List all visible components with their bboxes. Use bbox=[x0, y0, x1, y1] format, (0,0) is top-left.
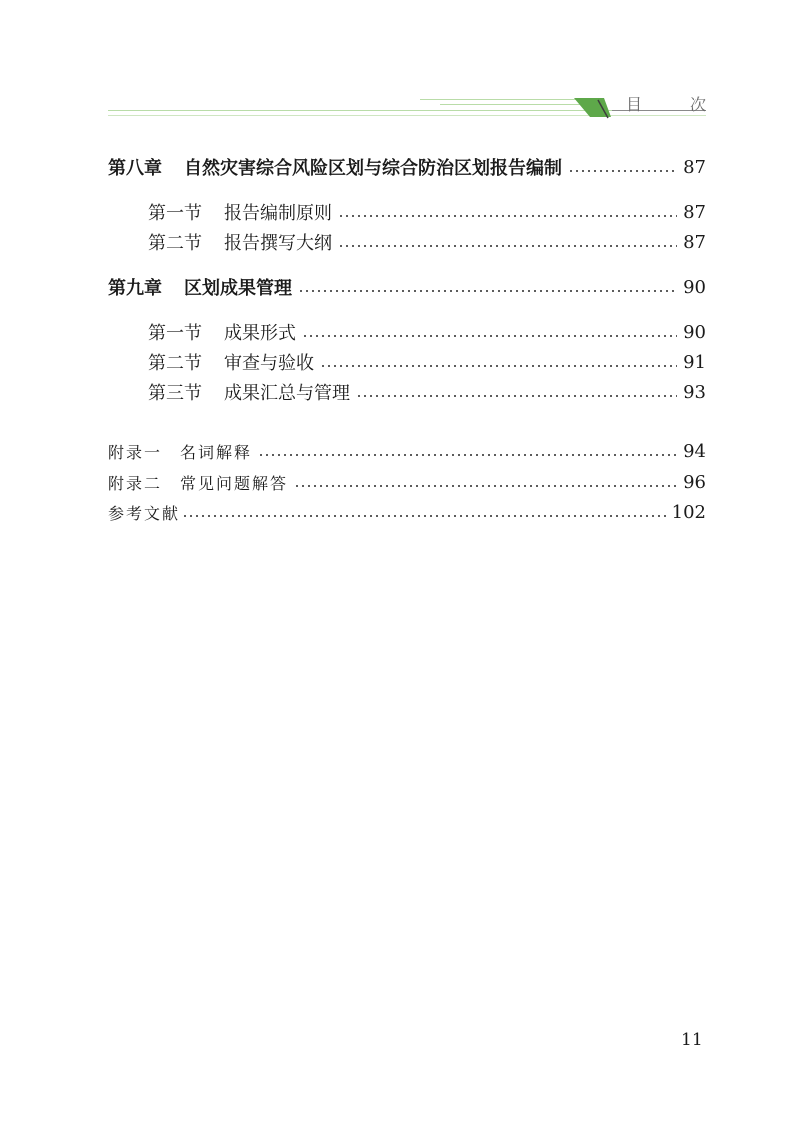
page-ref: 91 bbox=[683, 351, 706, 373]
chapter-title: 区划成果管理 bbox=[184, 278, 292, 299]
page-ref: 94 bbox=[683, 440, 706, 462]
page-ref: 90 bbox=[683, 276, 706, 298]
references-title: 参考文献 bbox=[108, 503, 181, 523]
page-header bbox=[0, 0, 800, 130]
leader-dots bbox=[356, 395, 677, 397]
section-label: 第三节 bbox=[148, 383, 202, 404]
leader-dots bbox=[338, 215, 677, 217]
section-title: 报告撰写大纲 bbox=[224, 233, 332, 254]
leader-dots bbox=[258, 454, 677, 456]
chapter-title: 自然灾害综合风险区划与综合防治区划报告编制 bbox=[184, 158, 562, 179]
toc-appendix-2[interactable] bbox=[108, 467, 706, 497]
leader-dots bbox=[320, 365, 677, 367]
toc-section[interactable] bbox=[148, 197, 706, 227]
leader-dots bbox=[338, 245, 677, 247]
header-label-ci: 次 bbox=[690, 95, 707, 114]
page-number: 11 bbox=[681, 1030, 703, 1050]
page-ref: 90 bbox=[683, 321, 706, 343]
leader-dots bbox=[182, 515, 666, 517]
toc-section[interactable] bbox=[148, 347, 706, 377]
section-title: 成果形式 bbox=[224, 323, 296, 344]
section-label: 第二节 bbox=[148, 233, 202, 254]
leader-dots bbox=[294, 485, 677, 487]
toc-chapter-8[interactable] bbox=[108, 152, 706, 182]
toc-appendix-1[interactable] bbox=[108, 436, 706, 466]
page-ref: 96 bbox=[683, 471, 706, 493]
toc-section[interactable] bbox=[148, 377, 706, 407]
toc-section[interactable] bbox=[148, 227, 706, 257]
page-ref: 93 bbox=[683, 381, 706, 403]
section-label: 第二节 bbox=[148, 353, 202, 374]
section-title: 审查与验收 bbox=[224, 353, 314, 374]
appendix-title: 常见问题解答 bbox=[180, 473, 289, 493]
toc-references[interactable] bbox=[108, 497, 706, 527]
section-label: 第一节 bbox=[148, 203, 202, 224]
page-ref: 102 bbox=[671, 501, 706, 523]
page-ref: 87 bbox=[683, 156, 706, 178]
chapter-label: 第九章 bbox=[108, 278, 162, 299]
chapter-label: 第八章 bbox=[108, 158, 162, 179]
leader-dots bbox=[568, 170, 677, 172]
page-ref: 87 bbox=[683, 231, 706, 253]
appendix-label: 附录一 bbox=[108, 442, 163, 462]
leader-dots bbox=[302, 335, 677, 337]
appendix-label: 附录二 bbox=[108, 473, 163, 493]
section-title: 成果汇总与管理 bbox=[224, 383, 350, 404]
toc-chapter-9[interactable] bbox=[108, 272, 706, 302]
leader-dots bbox=[298, 290, 677, 292]
section-title: 报告编制原则 bbox=[224, 203, 332, 224]
appendix-title: 名词解释 bbox=[180, 442, 253, 462]
page-ref: 87 bbox=[683, 201, 706, 223]
header-label-mu: 目 bbox=[626, 95, 643, 114]
toc-section[interactable] bbox=[148, 317, 706, 347]
section-label: 第一节 bbox=[148, 323, 202, 344]
header-decoration bbox=[0, 0, 800, 130]
